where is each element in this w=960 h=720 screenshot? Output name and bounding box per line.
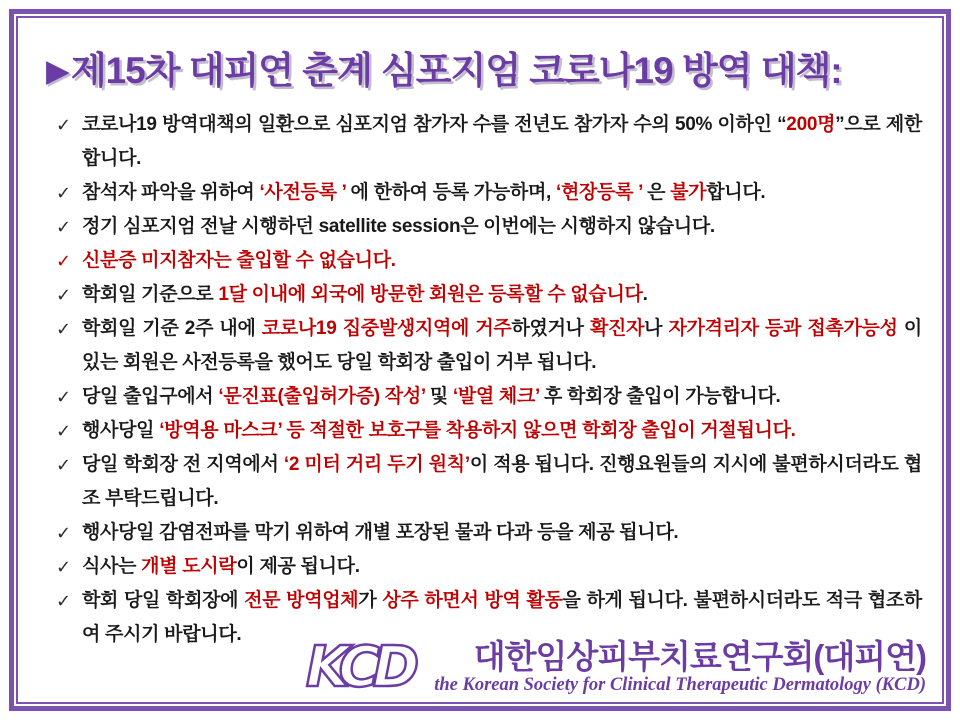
bullet-item (44, 414, 922, 448)
bullet-text: 학회일 기준 2주 내에 코로나19 집중발생지역에 거주하였거나 확진자나 자가격리자 등과 접촉가능성 이 있는 회원은 사전등록을 했어도 당일 학회장 출입이 거부 됩니다. (82, 318, 922, 373)
check-icon: ✓ (56, 591, 72, 611)
bullet-list (44, 108, 922, 652)
check-icon: ✓ (56, 319, 72, 339)
bullet-text: 학회일 기준으로 1달 이내에 외국에 방문한 회원은 등록할 수 없습니다. (82, 284, 648, 305)
bullet-text: 신분증 미지참자는 출입할 수 없습니다. (82, 250, 396, 271)
slide-frame (9, 9, 951, 711)
bullet-item (44, 380, 922, 414)
bullet-item (44, 516, 922, 550)
bullet-text: 코로나19 방역대책의 일환으로 심포지엄 참가자 수를 전년도 참가자 수의 50% 이하인 “200명”으로 제한합니다. (82, 114, 922, 169)
org-name-english: the Korean Society for Clinical Therapeutic Dermatology (KCD) (434, 674, 926, 695)
bullet-text: 학회 당일 학회장에 전문 방역업체가 상주 하면서 방역 활동을 하게 됩니다. 불편하시더라도 적극 협조하여 주시기 바랍니다. (82, 590, 922, 645)
page-title-text: 제15차 대피연 춘계 심포지엄 코로나19 방역 대책: (70, 50, 842, 91)
check-icon: ✓ (56, 557, 72, 577)
bullet-text: 행사당일 ‘방역용 마스크’ 등 적절한 보호구를 착용하지 않으면 학회장 출입이 거절됩니다. (82, 420, 796, 441)
check-icon: ✓ (56, 115, 72, 135)
bullet-item (44, 550, 922, 584)
bullet-text: 정기 심포지엄 전날 시행하던 satellite session은 이번에는 시행하지 않습니다. (82, 216, 715, 237)
bullet-text: 식사는 개별 도시락이 제공 됩니다. (82, 556, 360, 577)
bullet-item (44, 210, 922, 244)
bullet-item (44, 244, 922, 278)
check-icon: ✓ (56, 251, 72, 271)
bullet-item (44, 278, 922, 312)
check-icon: ✓ (56, 455, 72, 475)
bullet-item (44, 108, 922, 176)
kcd-logo: KCD (305, 635, 413, 700)
org-name-korean: 대한임상피부치료연구회(대피연) (473, 638, 926, 676)
org-name-block (434, 640, 926, 696)
bullet-item (44, 312, 922, 380)
bullet-text: 당일 학회장 전 지역에서 ‘2 미터 거리 두기 원칙’이 적용 됩니다. 진행요원들의 지시에 불편하시더라도 협조 부탁드립니다. (82, 454, 922, 509)
slide-content (18, 18, 942, 702)
check-icon: ✓ (56, 421, 72, 441)
check-icon: ✓ (56, 183, 72, 203)
page-title (46, 40, 920, 94)
bullet-item (44, 448, 922, 516)
check-icon: ✓ (56, 523, 72, 543)
check-icon: ✓ (56, 285, 72, 305)
bullet-text: 참석자 파악을 위하여 ‘사전등록 ’ 에 한하여 등록 가능하며, ‘현장등록 ’ 은 불가합니다. (82, 182, 766, 203)
bullet-item (44, 176, 922, 210)
bullet-text: 당일 출입구에서 ‘문진표(출입허가증) 작성’ 및 ‘발열 체크’ 후 학회장 출입이 가능합니다. (82, 386, 781, 407)
footer (305, 635, 926, 700)
arrow-right-icon: ▶ (46, 53, 69, 88)
check-icon: ✓ (56, 387, 72, 407)
check-icon: ✓ (56, 217, 72, 237)
bullet-text: 행사당일 감염전파를 막기 위하여 개별 포장된 물과 다과 등을 제공 됩니다. (82, 522, 679, 543)
